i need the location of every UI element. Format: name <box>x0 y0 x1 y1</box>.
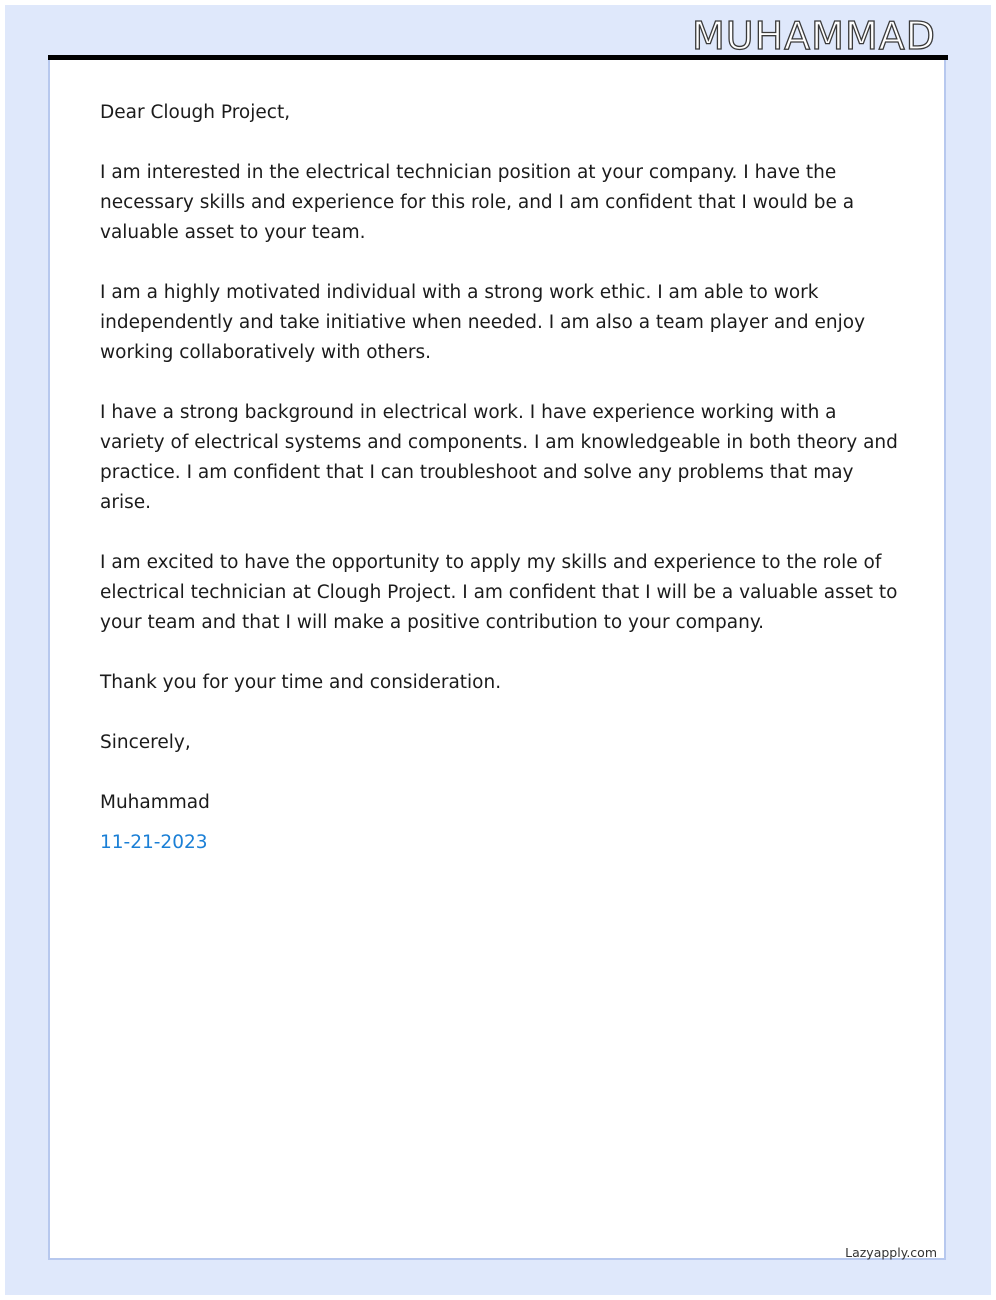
cover-letter-body <box>100 98 900 858</box>
letter-paragraph: Thank you for your time and consideration. <box>100 672 502 693</box>
letter-closing: Sincerely, <box>100 732 191 753</box>
letter-paragraph: I have a strong background in electrical work. I have experience working with a variety of electrical systems and components. I am knowledgeable in both theory and practice. I am confident that I can troubleshoot and solve any problems that may arise. <box>100 402 898 513</box>
letter-paragraph: I am excited to have the opportunity to apply my skills and experience to the role of electrical technician at Clough Project. I am confident that I will be a valuable asset to your team and that I will make a positive contribution to your company. <box>100 552 898 633</box>
signature-name: Muhammad <box>100 792 210 813</box>
letter-greeting: Dear Clough Project, <box>100 102 291 123</box>
letter-date: 11-21-2023 <box>100 832 208 853</box>
footer-brand: Lazyapply.com <box>845 1245 937 1260</box>
letter-paragraph: I am a highly motivated individual with a strong work ethic. I am able to work independently and take initiative when needed. I am also a team player and enjoy working collaboratively with others. <box>100 282 866 363</box>
header-name: MUHAMMAD <box>692 14 936 58</box>
letter-paragraph: I am interested in the electrical technician position at your company. I have the necessary skills and experience for this role, and I am confident that I would be a valuable asset to your team. <box>100 162 855 243</box>
